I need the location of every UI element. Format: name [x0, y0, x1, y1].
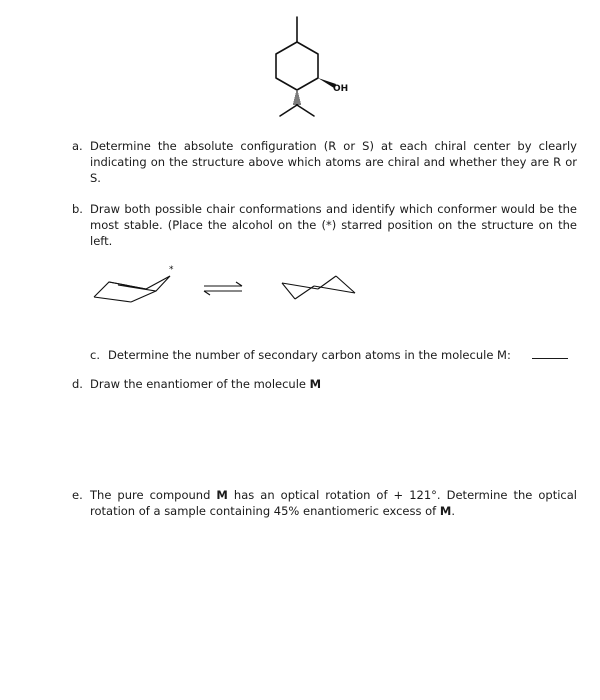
question-e-text-3: . [451, 504, 455, 518]
question-b-label: b. [72, 202, 83, 216]
question-a-label: a. [72, 139, 83, 153]
question-c [90, 347, 580, 363]
chair-left-mid [109, 282, 146, 289]
chair-right [282, 276, 355, 299]
question-a-text: Determine the absolute configuration (R or S) at each chiral center by clearly indicating on the structure above which atoms are chiral and whether they are R or S. [90, 139, 577, 185]
question-e-bold-1: M [216, 488, 228, 502]
chair-left-bottom [94, 297, 131, 302]
equilibrium-arrows [204, 282, 242, 295]
molecule-m-bold: M [309, 377, 322, 391]
star-marker: * [169, 265, 174, 275]
question-e-bold-2: M [439, 504, 452, 518]
question-e [72, 487, 577, 519]
question-e-label: e. [72, 488, 83, 502]
question-c-text: Determine the number of secondary carbon atoms in the molecule M: [108, 348, 511, 362]
question-c-label: c. [90, 348, 100, 362]
answer-blank[interactable] [532, 347, 568, 359]
question-d-text: Draw the enantiomer of the molecule [90, 377, 310, 391]
question-b-text: Draw both possible chair conformations and identify which conformer would be the most stable. (Place the alcohol on the (*) starred position on the structure on the left. [90, 202, 577, 248]
oh-label: OH [333, 84, 349, 94]
question-d-label: d. [72, 377, 83, 391]
chair-left-bottom-2 [131, 291, 156, 302]
question-e-text-1: The pure compound [90, 488, 217, 502]
question-e-text-2: has an optical rotation of + 121°. Determine the optical rotation of a sample containing 45% enantiomeric excess of [90, 488, 577, 518]
question-d [72, 376, 577, 392]
